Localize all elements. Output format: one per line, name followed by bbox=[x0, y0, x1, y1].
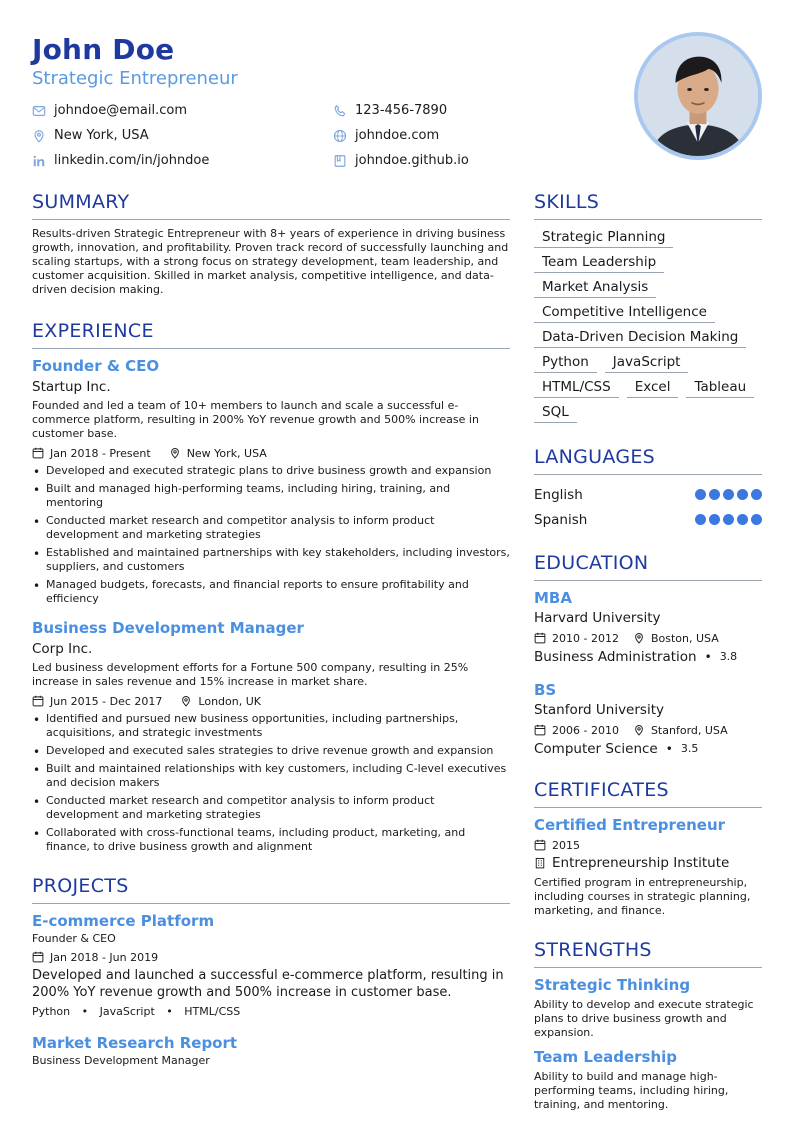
education-meta bbox=[534, 723, 762, 737]
language-level-dot bbox=[723, 489, 734, 500]
project-tech: Python • JavaScript • HTML/CSS bbox=[32, 1005, 241, 1018]
language-row bbox=[534, 482, 762, 507]
job-meta bbox=[32, 694, 510, 708]
language-level-dot bbox=[695, 489, 706, 500]
resume-header bbox=[32, 32, 762, 172]
calendar-icon bbox=[32, 447, 44, 459]
location-pin-icon bbox=[32, 129, 46, 143]
projects-heading: PROJECTS bbox=[32, 874, 510, 904]
job-bullets bbox=[32, 464, 510, 606]
contact-grid bbox=[32, 98, 592, 173]
calendar-icon bbox=[32, 951, 44, 963]
mail-icon bbox=[32, 104, 46, 118]
experience-heading: EXPERIENCE bbox=[32, 319, 510, 349]
contact-phone[interactable] bbox=[333, 103, 447, 118]
project-item bbox=[32, 911, 510, 1019]
email-text: johndoe@email.com bbox=[54, 103, 187, 118]
certificate-year: 2015 bbox=[552, 838, 580, 852]
skill-tag: Python bbox=[534, 351, 597, 373]
education-location: Stanford, USA bbox=[650, 723, 728, 737]
globe-icon bbox=[333, 129, 347, 143]
education-field-row: Business Administration • 3.8 bbox=[534, 649, 738, 665]
job-bullet: • Identified and pursued new business opportunities, including partnerships, acquisitions, and strategic investments bbox=[32, 712, 510, 740]
job-bullet: • Managed budgets, forecasts, and financial reports to ensure profitability and efficiency bbox=[32, 578, 510, 606]
github-text: johndoe.github.io bbox=[355, 153, 469, 168]
education-item bbox=[534, 588, 762, 666]
linkedin-text: linkedin.com/in/johndoe bbox=[54, 153, 210, 168]
education-degree: MBA bbox=[534, 589, 572, 607]
job-bullet: • Conducted market research and competitor analysis to inform product development and marketing strategies bbox=[32, 794, 510, 822]
location-pin-icon bbox=[633, 724, 645, 736]
experience-item bbox=[32, 356, 510, 606]
right-column bbox=[534, 190, 762, 1112]
certificate-issuer: Entrepreneurship Institute bbox=[552, 855, 730, 871]
project-dates: Jan 2018 - Jun 2019 bbox=[50, 950, 159, 964]
education-meta bbox=[534, 631, 762, 645]
contact-location bbox=[32, 128, 333, 143]
education-gpa: 3.8 bbox=[719, 650, 738, 663]
job-bullet: • Collaborated with cross-functional teams, including product, marketing, and finance, to drive business growth and alignment bbox=[32, 826, 510, 854]
project-meta bbox=[32, 950, 510, 964]
skill-tag: Excel bbox=[627, 376, 679, 398]
contact-website[interactable] bbox=[333, 128, 439, 143]
certificate-description: Certified program in entrepreneurship, including courses in strategic planning, marketing, and finance. bbox=[534, 876, 751, 917]
location-pin-icon bbox=[180, 695, 192, 707]
strengths-heading: STRENGTHS bbox=[534, 938, 762, 968]
skill-tag: Market Analysis bbox=[534, 276, 656, 298]
person-name: John Doe bbox=[32, 33, 175, 66]
job-dates: Jun 2015 - Dec 2017 bbox=[50, 694, 163, 708]
language-level-dot bbox=[723, 514, 734, 525]
education-gpa: 3.5 bbox=[680, 742, 699, 755]
portfolio-icon bbox=[333, 154, 347, 168]
job-location: London, UK bbox=[198, 694, 262, 708]
education-location: Boston, USA bbox=[650, 631, 719, 645]
job-company: Startup Inc. bbox=[32, 379, 111, 395]
experience-item bbox=[32, 618, 510, 854]
education-degree: BS bbox=[534, 681, 557, 699]
language-level-dot bbox=[695, 514, 706, 525]
phone-text: 123-456-7890 bbox=[355, 103, 448, 118]
job-title: Founder & CEO bbox=[32, 357, 160, 375]
location-pin-icon bbox=[169, 447, 181, 459]
location-text: New York, USA bbox=[54, 128, 149, 143]
education-heading: EDUCATION bbox=[534, 551, 762, 581]
contact-email[interactable] bbox=[32, 103, 333, 118]
education-item bbox=[534, 680, 762, 758]
job-description: Founded and led a team of 10+ members to launch and scale a successful e-commerce platform, resulting in 200% YoY revenue growth and 500% increase in customer base. bbox=[32, 399, 479, 440]
education-school: Harvard University bbox=[534, 610, 661, 626]
strength-description: Ability to build and manage high-performing teams, including hiring, training, and mentoring. bbox=[534, 1070, 729, 1111]
skill-tag: Data-Driven Decision Making bbox=[534, 326, 746, 348]
skill-tag: Team Leadership bbox=[534, 251, 664, 273]
skill-tag: HTML/CSS bbox=[534, 376, 619, 398]
contact-linkedin[interactable] bbox=[32, 153, 333, 168]
calendar-icon bbox=[534, 839, 546, 851]
strength-item bbox=[534, 1047, 762, 1112]
project-description: Developed and launched a successful e-commerce platform, resulting in 200% YoY revenue growth and 500% increase in customer base. bbox=[32, 968, 504, 1000]
calendar-icon bbox=[32, 695, 44, 707]
education-field: Business Administration bbox=[534, 649, 697, 665]
job-bullet: • Built and managed high-performing teams, including hiring, training, and mentoring bbox=[32, 482, 510, 510]
job-bullet: • Conducted market research and competitor analysis to inform product development and marketing strategies bbox=[32, 514, 510, 542]
location-pin-icon bbox=[633, 632, 645, 644]
certificate-meta bbox=[534, 838, 762, 852]
job-bullet: • Built and maintained relationships with key customers, including C-level executives and decision makers bbox=[32, 762, 510, 790]
language-level-dot bbox=[751, 514, 762, 525]
linkedin-icon bbox=[32, 154, 46, 168]
summary-text: Results-driven Strategic Entrepreneur with 8+ years of experience in driving business growth, innovation, and profitability. Proven track record of successfully launching and scaling startups, with a strong focus on strategy development, team leadership, and customer acquisition. Skilled in market analysis, competitive intelligence, and data-driven decision making. bbox=[32, 227, 509, 296]
profile-photo-illustration bbox=[638, 36, 758, 156]
tech-item: HTML/CSS bbox=[184, 1005, 241, 1018]
education-field-row: Computer Science • 3.5 bbox=[534, 741, 699, 757]
certificate-title: Certified Entrepreneur bbox=[534, 816, 726, 834]
job-company: Corp Inc. bbox=[32, 641, 93, 657]
skill-tag: Strategic Planning bbox=[534, 226, 673, 248]
calendar-icon bbox=[534, 632, 546, 644]
strength-title: Strategic Thinking bbox=[534, 976, 691, 994]
language-level-dot bbox=[751, 489, 762, 500]
contact-github[interactable] bbox=[333, 153, 469, 168]
summary-heading: SUMMARY bbox=[32, 190, 510, 220]
language-level-dot bbox=[737, 489, 748, 500]
language-level-dots bbox=[695, 514, 762, 525]
project-item bbox=[32, 1033, 510, 1068]
project-role: Founder & CEO bbox=[32, 932, 116, 945]
tech-item: Python bbox=[32, 1005, 71, 1018]
project-title: Market Research Report bbox=[32, 1034, 238, 1052]
job-meta bbox=[32, 446, 510, 460]
profile-photo bbox=[634, 32, 762, 160]
certificate-item bbox=[534, 815, 762, 918]
languages-heading: LANGUAGES bbox=[534, 445, 762, 475]
job-bullet: • Developed and executed strategic plans to drive business growth and expansion bbox=[32, 464, 510, 478]
language-level-dot bbox=[709, 514, 720, 525]
skill-tag: JavaScript bbox=[605, 351, 689, 373]
strength-description: Ability to develop and execute strategic plans to drive business growth and expansion. bbox=[534, 998, 754, 1039]
language-name: English bbox=[534, 486, 583, 503]
job-bullets bbox=[32, 712, 510, 854]
skill-tag: Tableau bbox=[686, 376, 754, 398]
job-dates: Jan 2018 - Present bbox=[50, 446, 151, 460]
skill-tag: SQL bbox=[534, 401, 577, 423]
skills-list bbox=[534, 226, 762, 426]
job-bullet: • Established and maintained partnerships with key stakeholders, including investors, suppliers, and customers bbox=[32, 546, 510, 574]
job-title: Business Development Manager bbox=[32, 619, 304, 637]
person-title: Strategic Entrepreneur bbox=[32, 68, 238, 89]
education-school: Stanford University bbox=[534, 702, 664, 718]
language-name: Spanish bbox=[534, 511, 588, 528]
left-column bbox=[32, 190, 510, 1068]
certificates-heading: CERTIFICATES bbox=[534, 778, 762, 808]
language-row bbox=[534, 507, 762, 532]
education-field: Computer Science bbox=[534, 741, 658, 757]
phone-icon bbox=[333, 104, 347, 118]
strength-item bbox=[534, 975, 762, 1040]
job-bullet: • Developed and executed sales strategies to drive revenue growth and expansion bbox=[32, 744, 510, 758]
calendar-icon bbox=[534, 724, 546, 736]
project-role: Business Development Manager bbox=[32, 1054, 210, 1067]
certificate-issuer-row bbox=[534, 855, 762, 871]
building-icon bbox=[534, 857, 546, 869]
job-location: New York, USA bbox=[186, 446, 267, 460]
tech-item: JavaScript bbox=[99, 1005, 155, 1018]
language-level-dots bbox=[695, 489, 762, 500]
skills-heading: SKILLS bbox=[534, 190, 762, 220]
language-level-dot bbox=[709, 489, 720, 500]
project-title: E-commerce Platform bbox=[32, 912, 215, 930]
job-description: Led business development efforts for a Fortune 500 company, resulting in 25% increase in sales revenue and 15% increase in market share. bbox=[32, 661, 469, 688]
strength-title: Team Leadership bbox=[534, 1048, 678, 1066]
education-dates: 2010 - 2012 bbox=[552, 631, 619, 645]
website-text: johndoe.com bbox=[355, 128, 440, 143]
education-dates: 2006 - 2010 bbox=[552, 723, 619, 737]
skill-tag: Competitive Intelligence bbox=[534, 301, 715, 323]
language-level-dot bbox=[737, 514, 748, 525]
